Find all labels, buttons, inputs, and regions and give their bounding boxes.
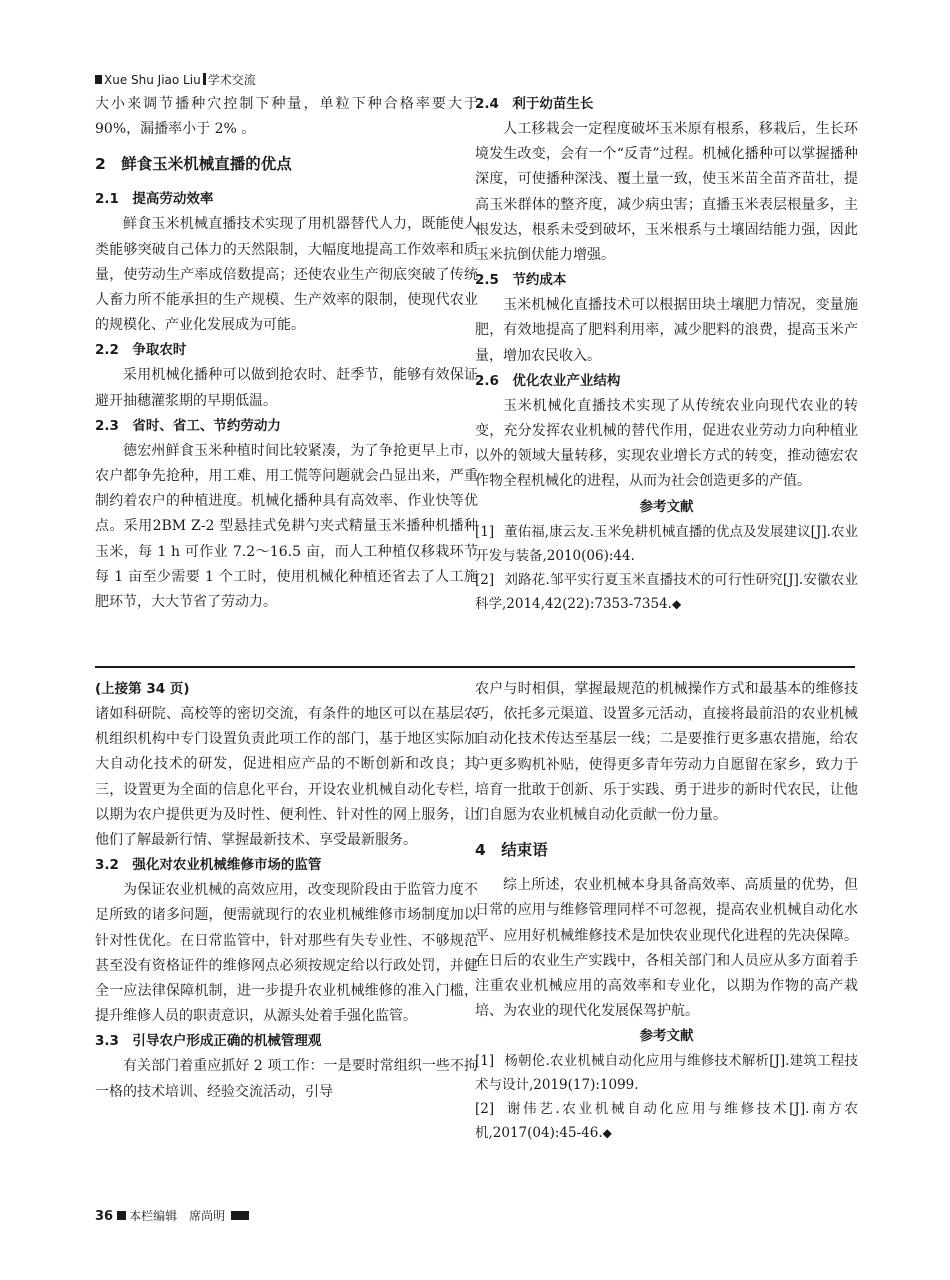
header-square-mark	[95, 75, 102, 84]
continued-text-right: 农户与时相俱，掌握最规范的机械操作方式和最基本的维修技巧，依托多元渠道、设置多元活动，直接将最前沿的农业机械自动化技术传达至基层一线；二是要推行更多惠农措施，给农户更多购机补贴，使得更多青年劳动力自愿留在家乡，致力于培育一批敢于创新、乐于实践、勇于进步的新时代农民，让他们自愿为农业机械自动化贡献一份力量。	[475, 681, 858, 824]
header-bar-mark	[203, 73, 206, 85]
reference-item	[475, 568, 858, 616]
lower-right-column	[475, 677, 858, 1145]
references-heading: 参考文献	[639, 1028, 694, 1045]
section-2-5-text: 玉米机械化直播技术可以根据田块土壤肥力情况，变量施肥，有效地提高了肥料利用率，减少肥料的浪费，提高玉米产量，增加农民收入。	[475, 297, 858, 364]
end-mark-icon: ◆	[671, 596, 682, 611]
page-footer	[95, 1207, 249, 1224]
end-mark-icon: ◆	[602, 1126, 612, 1141]
footer-block-mark	[117, 1211, 126, 1220]
section-3-2-text: 为保证农业机械的高效应用，改变现阶段由于监管力度不足所致的诸多问题，便需就现行的农业机械维修市场制度加以针对性优化。在日常监管中，针对那些有失专业性、不够规范甚至没有资格证件的维修网点必须按规定给以行政处罚，并健全一应法律保障机制，进一步提升农业机械维修的准入门槛，提升维修人员的职责意识，从源头处着手强化监管。	[95, 882, 478, 1025]
footer-end-bar	[231, 1211, 249, 1220]
reference-number: [1]	[475, 523, 495, 540]
reference-text: 刘路花.邹平实行夏玉米直播技术的可行性研究[J].安徽农业科学,2014,42(22):7353-7354.	[475, 571, 858, 612]
section-2-1-text: 鲜食玉米机械直播技术实现了用机器替代人力，既能使人类能够突破自己体力的天然限制，大幅度地提高工作效率和质量，使劳动生产率成倍数提高；还使农业生产彻底突破了传统人畜力所不能承担的生产规模、生产效率的限制，使现代农业的规模化、产业化发展成为可能。	[95, 216, 478, 334]
reference-text: 谢伟艺.农业机械自动化应用与维修技术[J].南方农机,2017(04):45-46.	[475, 1101, 858, 1142]
continued-from-label: (上接第 34 页)	[95, 681, 190, 697]
reference-item	[475, 520, 858, 568]
section-2-1-heading: 2.1 提高劳动效率	[95, 191, 214, 208]
column-editor: 本栏编辑 席尚明	[129, 1209, 226, 1223]
page-number: 36	[95, 1209, 114, 1224]
references-heading: 参考文献	[639, 498, 694, 515]
section-2-6-heading: 2.6 优化农业产业结构	[475, 372, 621, 389]
section-3-2-heading: 3.2 强化对农业机械维修市场的监管	[95, 857, 322, 874]
journal-header	[95, 73, 256, 87]
continued-text: 诸如科研院、高校等的密切交流，有条件的地区可以在基层农机组织机构中专门设置负责此项工作的部门，基于地区实际加大自动化技术的研发，促进相应产品的不断创新和改良；其三，设置更为全面的信息化平台，开设农业机械自动化专栏，以期为农户提供更为及时性、便利性、针对性的网上服务，让他们了解最新行情、掌握最新技术、享受最新服务。	[95, 706, 478, 849]
section-2-3-text: 德宏州鲜食玉米种植时间比较紧凑，为了争抢更早上市，农户都争先抢种，用工难、用工慌等问题就会凸显出来，严重制约着农户的种植进度。机械化播种具有高效率、作业快等优点。采用2BM Z-2 型悬挂式免耕勺夹式精量玉米播种机播种玉米，每 1 h 可作业 7.2～16.5 亩，而人工种植仅移栽环节每 1 亩至少需要 1 个工时，使用机械化种植还省去了人工施肥环节，大大节省了劳动力。	[95, 442, 478, 611]
article-divider	[95, 666, 855, 668]
section-2-6-text: 玉米机械化直播技术实现了从传统农业向现代农业的转变，充分发挥农业机械的替代作用，促进农业劳动力向种植业以外的领域大量转移，实现农业增长方式的转变，推动德宏农作物全程机械化的进程，从而为社会创造更多的产值。	[475, 397, 858, 490]
section-3-3-text: 有关部门着重应抓好 2 项工作：一是要时常组织一些不拘一格的技术培训、经验交流活动，引导	[95, 1058, 478, 1100]
section-4-heading: 4 结束语	[475, 841, 548, 860]
upper-right-column	[475, 92, 858, 616]
reference-number: [2]	[475, 571, 495, 588]
upper-left-column	[95, 92, 478, 615]
lower-left-column	[95, 677, 478, 1105]
reference-item	[475, 1097, 858, 1145]
section-3-3-heading: 3.3 引导农户形成正确的机械管理观	[95, 1033, 322, 1050]
reference-item	[475, 1049, 858, 1097]
section-2-4-heading: 2.4 利于幼苗生长	[475, 96, 594, 112]
reference-text: 董佑福,康云友.玉米免耕机械直播的优点及发展建议[J].农业开发与装备,2010(06):44.	[475, 523, 858, 564]
reference-text: 杨朝伦.农业机械自动化应用与维修技术解析[J].建筑工程技术与设计,2019(17):1099.	[475, 1053, 858, 1094]
reference-number: [1]	[475, 1053, 495, 1070]
section-2-4-text: 人工移栽会一定程度破坏玉米原有根系，移栽后，生长环境发生改变，会有一个“反青”过程。机械化播种可以掌握播种深度，可使播种深浅、覆土量一致，使玉米苗全苗齐苗壮，提高玉米群体的整齐度，减少病虫害；直播玉米表层根量多，主根发达，根系未受到破坏，玉米根系与土壤固结能力强，因此玉米抗倒伏能力增强。	[475, 121, 858, 264]
reference-number: [2]	[475, 1101, 495, 1118]
journal-pinyin: Xue Shu Jiao Liu	[104, 73, 201, 87]
section-2-2-text: 采用机械化播种可以做到抢农时、赶季节，能够有效保证避开抽穗灌浆期的早期低温。	[95, 367, 478, 409]
section-name: 学术交流	[207, 73, 256, 87]
conclusion-text: 综上所述，农业机械本身具备高效率、高质量的优势，但日常的应用与维修管理同样不可忽视，提高农业机械自动化水平、应用好机械维修技术是加快农业现代化进程的先决保障。在日后的农业生产实践中，各相关部门和人员应从多方面着手注重农业机械应用的高效率和专业化，以期为作物的高产栽培、为农业的现代化发展保驾护航。	[475, 877, 858, 1020]
section-2-2-heading: 2.2 争取农时	[95, 342, 187, 359]
intro-paragraph: 大小来调节播种穴控制下种量，单粒下种合格率要大于 90%，漏播率小于 2% 。	[95, 96, 478, 138]
section-2-5-heading: 2.5 节约成本	[475, 272, 567, 289]
section-2-3-heading: 2.3 省时、省工、节约劳动力	[95, 417, 281, 434]
section-2-heading: 2 鲜食玉米机械直播的优点	[95, 155, 292, 174]
